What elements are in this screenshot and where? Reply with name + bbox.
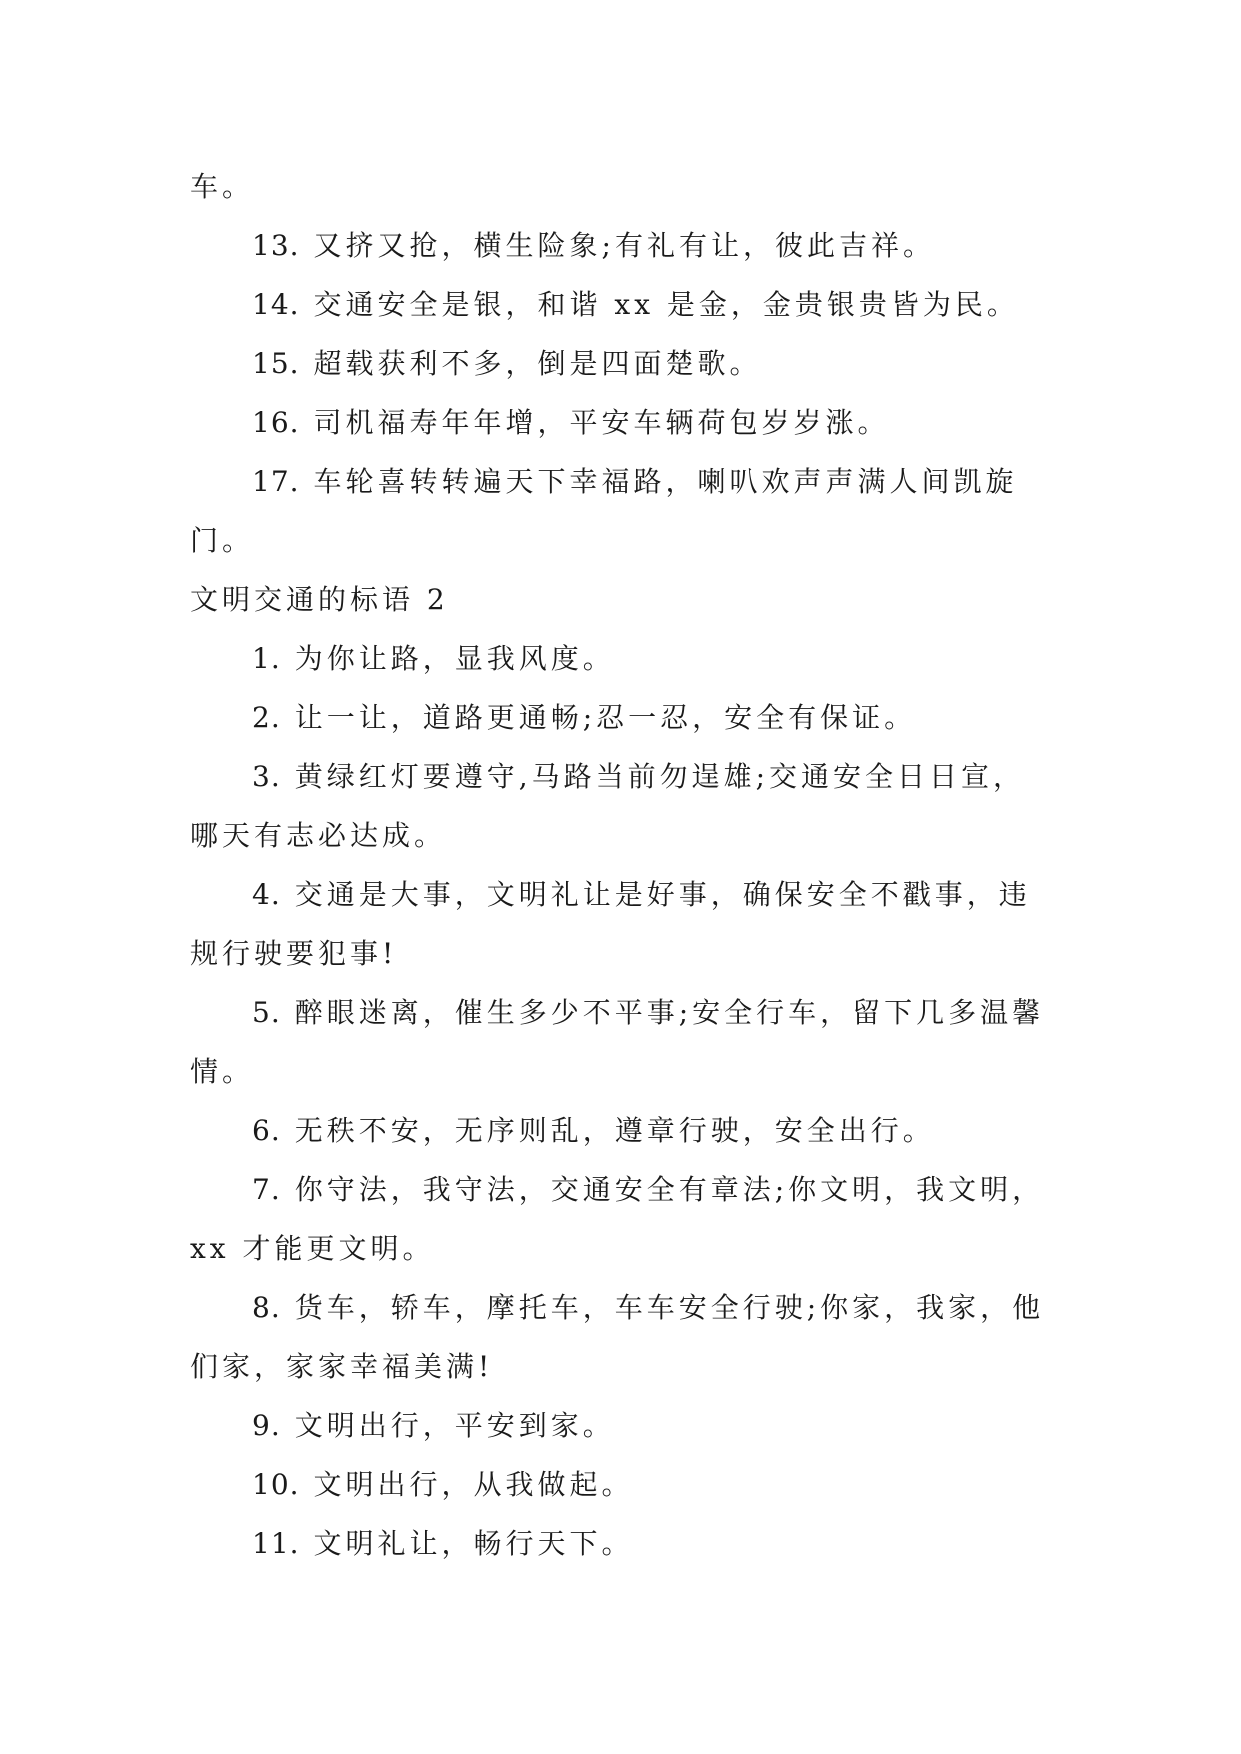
item-text: 黄绿红灯要遵守,马路当前勿逞雄;交通安全日日宣，哪天有志必达成。 — [190, 760, 1026, 852]
item-number: 13. — [252, 229, 300, 262]
list-item — [190, 865, 1052, 983]
item-text: 文明出行，平安到家。 — [294, 1409, 615, 1442]
item-text: 醉眼迷离，催生多少不平事;安全行车，留下几多温馨情。 — [190, 996, 1045, 1088]
item-number: 5. — [252, 996, 281, 1029]
list-item — [190, 1455, 1052, 1514]
item-number: 11. — [252, 1527, 300, 1560]
list-item — [190, 688, 1052, 747]
list-item — [190, 1396, 1052, 1455]
item-number: 7. — [252, 1173, 281, 1206]
item-number: 17. — [252, 465, 300, 498]
item-number: 6. — [252, 1114, 281, 1147]
item-text: 超载获利不多，倒是四面楚歌。 — [313, 347, 762, 380]
continuation-text: 车。 — [190, 170, 255, 203]
list-item — [190, 216, 1052, 275]
item-number: 1. — [252, 642, 281, 675]
item-number: 8. — [252, 1291, 281, 1324]
item-number: 10. — [252, 1468, 300, 1501]
item-number: 2. — [252, 701, 281, 734]
item-text: 无秩不安，无序则乱，遵章行驶，安全出行。 — [294, 1114, 935, 1147]
list-item — [190, 393, 1052, 452]
list-item — [190, 1278, 1052, 1396]
item-text: 又挤又抢，横生险象;有礼有让，彼此吉祥。 — [313, 229, 935, 262]
item-text: 让一让，道路更通畅;忍一忍，安全有保证。 — [294, 701, 917, 734]
list-item — [190, 1101, 1052, 1160]
item-text: 货车，轿车，摩托车，车车安全行驶;你家，我家，他们家，家家幸福美满! — [190, 1291, 1045, 1383]
list-item — [190, 629, 1052, 688]
item-number: 3. — [252, 760, 281, 793]
item-number: 16. — [252, 406, 300, 439]
item-text: 为你让路，显我风度。 — [294, 642, 615, 675]
item-number: 14. — [252, 288, 300, 321]
item-number: 15. — [252, 347, 300, 380]
item-number: 4. — [252, 878, 281, 911]
section-heading: 文明交通的标语 2 — [190, 583, 449, 616]
list-item — [190, 275, 1052, 334]
item-text: 车轮喜转转遍天下幸福路，喇叭欢声声满人间凯旋门。 — [190, 465, 1018, 557]
item-text: 司机福寿年年增，平安车辆荷包岁岁涨。 — [313, 406, 890, 439]
list-item — [190, 1514, 1052, 1573]
list-item — [190, 983, 1052, 1101]
item-text: 你守法，我守法，交通安全有章法;你文明，我文明，xx 才能更文明。 — [190, 1173, 1045, 1265]
item-text: 文明礼让，畅行天下。 — [313, 1527, 634, 1560]
list-item — [190, 334, 1052, 393]
list-item — [190, 747, 1052, 865]
list-item — [190, 1160, 1052, 1278]
item-number: 9. — [252, 1409, 281, 1442]
document-body — [190, 157, 1052, 1573]
item-text: 文明出行，从我做起。 — [313, 1468, 634, 1501]
item-text: 交通是大事，文明礼让是好事，确保安全不戳事，违规行驶要犯事! — [190, 878, 1031, 970]
item-text: 交通安全是银，和谐 xx 是金，金贵银贵皆为民。 — [313, 288, 1019, 321]
list-item — [190, 452, 1052, 570]
